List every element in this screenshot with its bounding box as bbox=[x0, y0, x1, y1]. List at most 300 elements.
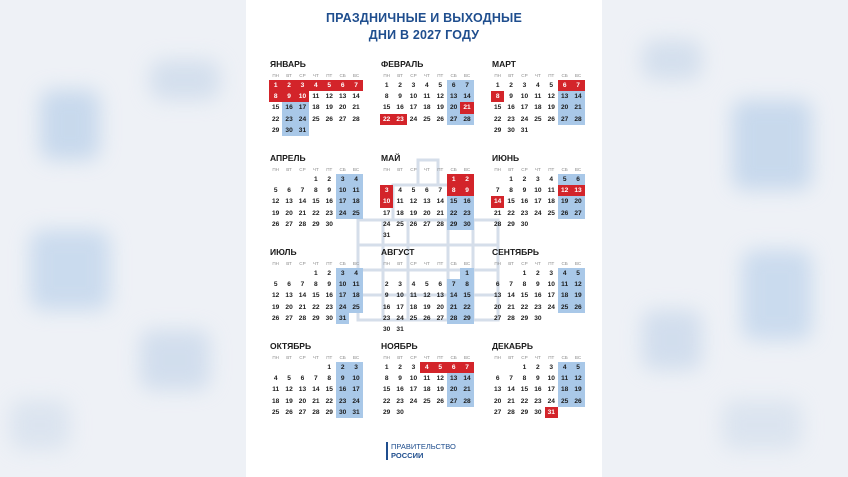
weekend-day: 6 bbox=[447, 80, 460, 91]
work-day: 9 bbox=[536, 375, 540, 383]
weekday-label: СБ bbox=[561, 166, 568, 172]
work-day: 27 bbox=[494, 408, 502, 416]
month-name: ОКТЯБРЬ bbox=[270, 341, 312, 351]
work-day: 1 bbox=[522, 364, 527, 372]
weekend-day: 24 bbox=[296, 114, 309, 125]
work-day: 26 bbox=[547, 115, 555, 123]
weekend-day: 23 bbox=[282, 114, 295, 125]
work-day: 12 bbox=[436, 93, 444, 101]
weekday-header bbox=[269, 70, 365, 80]
weekday-label: ПТ bbox=[548, 260, 555, 266]
empty-cell bbox=[296, 362, 309, 373]
empty-cell bbox=[282, 174, 295, 185]
weekday-label: ВТ bbox=[397, 166, 403, 172]
weekend-day: 10 bbox=[336, 185, 349, 196]
weekday-label: СБ bbox=[339, 166, 346, 172]
weekend-day: 3 bbox=[336, 174, 349, 185]
work-day: 15 bbox=[312, 198, 320, 206]
work-day: 9 bbox=[536, 281, 540, 289]
weekday-label: ВС bbox=[352, 354, 360, 360]
work-day: 16 bbox=[507, 104, 515, 112]
weekday-label: ПН bbox=[494, 354, 501, 360]
weekday-label: ПТ bbox=[326, 354, 333, 360]
holiday-day: 10 bbox=[380, 196, 393, 207]
work-day: 20 bbox=[423, 209, 431, 217]
weekend-day: 24 bbox=[336, 208, 349, 219]
empty-cell bbox=[269, 362, 282, 373]
work-day: 15 bbox=[507, 198, 515, 206]
empty-cell bbox=[447, 268, 460, 279]
work-day: 27 bbox=[338, 115, 347, 123]
work-day: 11 bbox=[409, 292, 417, 300]
weekend-day: 20 bbox=[571, 196, 584, 207]
month-name: АВГУСТ bbox=[381, 247, 415, 257]
work-day: 9 bbox=[384, 292, 389, 300]
work-day: 2 bbox=[327, 270, 332, 278]
work-day: 22 bbox=[507, 209, 515, 217]
work-day: 31 bbox=[383, 232, 391, 240]
weekday-label: ПТ bbox=[548, 166, 555, 172]
work-day: 8 bbox=[522, 281, 527, 289]
weekend-day: 4 bbox=[558, 362, 571, 373]
weekend-day: 14 bbox=[460, 373, 473, 384]
work-day: 2 bbox=[327, 176, 332, 184]
weekend-day: 16 bbox=[460, 196, 473, 207]
work-day: 29 bbox=[383, 408, 391, 416]
weekday-header bbox=[491, 352, 587, 362]
weekday-header bbox=[380, 352, 476, 362]
month-block bbox=[491, 152, 587, 230]
empty-cell bbox=[269, 174, 282, 185]
work-day: 9 bbox=[327, 187, 332, 195]
month-block bbox=[269, 340, 365, 418]
weekend-day: 13 bbox=[558, 91, 571, 102]
month-name: МАЙ bbox=[381, 153, 401, 163]
work-day: 5 bbox=[273, 281, 278, 289]
weekday-label: СР bbox=[299, 260, 306, 266]
work-day: 16 bbox=[396, 386, 404, 394]
work-day: 2 bbox=[522, 176, 527, 184]
weekend-day: 4 bbox=[558, 268, 571, 279]
work-day: 4 bbox=[536, 82, 540, 90]
weekend-day: 18 bbox=[558, 290, 571, 301]
work-day: 23 bbox=[325, 303, 333, 311]
weekday-label: ВТ bbox=[508, 166, 514, 172]
work-day: 17 bbox=[547, 292, 555, 300]
work-day: 30 bbox=[534, 314, 542, 322]
holiday-day: 4 bbox=[309, 80, 322, 91]
work-day: 1 bbox=[314, 176, 318, 184]
work-day: 7 bbox=[509, 375, 513, 383]
empty-cell bbox=[407, 268, 420, 279]
work-day: 14 bbox=[312, 386, 320, 394]
holiday-day: 8 bbox=[269, 91, 282, 102]
weekend-day: 21 bbox=[460, 384, 473, 395]
weekday-label: ВТ bbox=[508, 260, 514, 266]
work-day: 25 bbox=[409, 314, 418, 322]
work-day: 17 bbox=[547, 386, 555, 394]
empty-cell bbox=[407, 174, 420, 185]
weekday-header bbox=[269, 258, 365, 268]
weekday-label: ЧТ bbox=[534, 72, 541, 78]
work-day: 23 bbox=[534, 303, 542, 311]
weekday-label: ВС bbox=[463, 72, 471, 78]
work-day: 5 bbox=[425, 281, 429, 289]
work-day: 17 bbox=[520, 104, 529, 112]
weekday-label: ЧТ bbox=[312, 354, 319, 360]
work-day: 5 bbox=[287, 375, 291, 383]
calendar-poster bbox=[246, 0, 602, 477]
work-day: 12 bbox=[436, 375, 444, 383]
work-day: 15 bbox=[494, 104, 502, 112]
work-day: 24 bbox=[396, 314, 404, 322]
empty-cell bbox=[380, 174, 393, 185]
work-day: 31 bbox=[520, 126, 529, 134]
weekend-day: 28 bbox=[460, 114, 473, 125]
work-day: 28 bbox=[436, 220, 444, 228]
work-day: 11 bbox=[312, 93, 320, 101]
weekend-day: 25 bbox=[349, 302, 362, 313]
weekday-label: СБ bbox=[339, 354, 346, 360]
weekday-label: ПН bbox=[494, 260, 501, 266]
work-day: 18 bbox=[396, 209, 404, 217]
work-day: 4 bbox=[273, 375, 278, 383]
holiday-day: 3 bbox=[380, 185, 393, 196]
work-day: 10 bbox=[534, 187, 542, 195]
weekday-label: ВС bbox=[574, 166, 582, 172]
work-day: 19 bbox=[436, 386, 444, 394]
page-title bbox=[246, 10, 602, 44]
weekend-day: 15 bbox=[460, 290, 473, 301]
work-day: 18 bbox=[272, 397, 280, 405]
weekday-header bbox=[380, 164, 476, 174]
work-day: 20 bbox=[338, 104, 347, 112]
weekday-label: СБ bbox=[339, 72, 346, 78]
work-day: 19 bbox=[272, 209, 280, 217]
work-day: 27 bbox=[423, 220, 431, 228]
work-day: 30 bbox=[520, 220, 529, 228]
work-day: 5 bbox=[549, 82, 554, 90]
work-day: 21 bbox=[436, 209, 444, 217]
weekday-label: СР bbox=[521, 166, 528, 172]
empty-cell bbox=[296, 268, 309, 279]
work-day: 29 bbox=[312, 220, 320, 228]
weekday-label: ВС bbox=[352, 166, 360, 172]
work-day: 29 bbox=[272, 126, 280, 134]
weekend-day: 5 bbox=[571, 268, 584, 279]
work-day: 8 bbox=[327, 375, 332, 383]
title-line-1: ПРАЗДНИЧНЫЕ И ВЫХОДНЫЕ bbox=[325, 11, 523, 25]
work-day: 8 bbox=[314, 187, 318, 195]
work-day: 1 bbox=[384, 82, 389, 90]
work-day: 22 bbox=[272, 115, 280, 123]
work-day: 25 bbox=[423, 115, 431, 123]
days-grid bbox=[380, 80, 476, 125]
weekday-header bbox=[269, 352, 365, 362]
weekend-day: 4 bbox=[349, 174, 362, 185]
month-block bbox=[269, 152, 365, 230]
holiday-day: 3 bbox=[296, 80, 309, 91]
work-day: 12 bbox=[272, 198, 280, 206]
weekday-label: СР bbox=[410, 72, 417, 78]
holiday-day: 8 bbox=[491, 91, 504, 102]
work-day: 12 bbox=[272, 292, 280, 300]
weekday-label: ПТ bbox=[326, 260, 333, 266]
weekend-day: 15 bbox=[447, 196, 460, 207]
weekend-day: 28 bbox=[447, 313, 460, 324]
empty-cell bbox=[269, 268, 282, 279]
work-day: 8 bbox=[509, 187, 513, 195]
weekend-day: 10 bbox=[336, 279, 349, 290]
month-block bbox=[491, 246, 587, 324]
days-grid bbox=[380, 362, 476, 418]
weekday-label: ПН bbox=[272, 72, 279, 78]
work-day: 28 bbox=[507, 408, 515, 416]
holiday-day: 12 bbox=[558, 185, 571, 196]
weekday-label: ПН bbox=[272, 354, 279, 360]
work-day: 19 bbox=[409, 209, 418, 217]
work-day: 2 bbox=[536, 364, 540, 372]
work-day: 18 bbox=[534, 104, 542, 112]
work-day: 10 bbox=[547, 281, 555, 289]
weekday-label: ВТ bbox=[286, 354, 292, 360]
work-day: 23 bbox=[507, 115, 515, 123]
work-day: 3 bbox=[536, 176, 540, 184]
work-day: 6 bbox=[300, 375, 305, 383]
work-day: 4 bbox=[398, 187, 402, 195]
weekend-day: 21 bbox=[447, 302, 460, 313]
month-block bbox=[269, 58, 365, 136]
holiday-day: 8 bbox=[447, 185, 460, 196]
work-day: 18 bbox=[423, 104, 431, 112]
weekday-header bbox=[491, 164, 587, 174]
weekday-label: ЧТ bbox=[423, 72, 430, 78]
work-day: 18 bbox=[409, 303, 418, 311]
work-day: 15 bbox=[520, 292, 529, 300]
holiday-day: 4 bbox=[420, 362, 433, 373]
work-day: 15 bbox=[520, 386, 529, 394]
work-day: 26 bbox=[285, 408, 293, 416]
weekday-label: ЧТ bbox=[423, 354, 430, 360]
weekday-label: СБ bbox=[450, 260, 457, 266]
weekday-label: ПТ bbox=[437, 354, 444, 360]
work-day: 9 bbox=[398, 93, 402, 101]
work-day: 14 bbox=[352, 93, 360, 101]
empty-cell bbox=[504, 268, 517, 279]
weekend-day: 3 bbox=[349, 362, 362, 373]
weekend-day: 16 bbox=[336, 384, 349, 395]
weekend-day: 11 bbox=[558, 373, 571, 384]
work-day: 30 bbox=[325, 314, 333, 322]
weekend-day: 20 bbox=[447, 102, 460, 113]
holiday-day: 7 bbox=[349, 80, 362, 91]
weekend-day: 23 bbox=[460, 208, 473, 219]
weekend-day: 29 bbox=[447, 219, 460, 230]
work-day: 1 bbox=[314, 270, 318, 278]
work-day: 28 bbox=[494, 220, 502, 228]
weekday-label: ПН bbox=[383, 260, 390, 266]
work-day: 24 bbox=[409, 397, 418, 405]
logo-line-2: РОССИИ bbox=[391, 451, 424, 460]
work-day: 22 bbox=[325, 397, 333, 405]
work-day: 27 bbox=[298, 408, 307, 416]
blurred-background-right bbox=[602, 0, 848, 477]
work-day: 15 bbox=[383, 386, 391, 394]
work-day: 29 bbox=[494, 126, 502, 134]
work-day: 30 bbox=[507, 126, 515, 134]
work-day: 7 bbox=[300, 187, 305, 195]
work-day: 7 bbox=[509, 281, 513, 289]
empty-cell bbox=[420, 268, 433, 279]
work-day: 12 bbox=[409, 198, 418, 206]
work-day: 13 bbox=[285, 292, 293, 300]
work-day: 26 bbox=[436, 397, 444, 405]
weekend-day: 17 bbox=[336, 196, 349, 207]
work-day: 19 bbox=[436, 104, 444, 112]
holiday-day: 5 bbox=[434, 362, 447, 373]
work-day: 20 bbox=[298, 397, 307, 405]
logo-line-1: ПРАВИТЕЛЬСТВО bbox=[391, 442, 456, 451]
work-day: 2 bbox=[536, 270, 540, 278]
days-grid bbox=[269, 80, 365, 136]
weekend-day: 30 bbox=[460, 219, 473, 230]
work-day: 11 bbox=[547, 187, 555, 195]
work-day: 17 bbox=[409, 386, 418, 394]
weekday-label: СР bbox=[410, 166, 417, 172]
logo-bar bbox=[386, 442, 388, 460]
month-name: ФЕВРАЛЬ bbox=[381, 59, 424, 69]
work-day: 26 bbox=[409, 220, 418, 228]
work-day: 9 bbox=[509, 93, 513, 101]
work-day: 16 bbox=[383, 303, 391, 311]
month-block bbox=[380, 340, 476, 418]
weekend-day: 11 bbox=[349, 279, 362, 290]
weekday-label: СР bbox=[299, 166, 306, 172]
work-day: 24 bbox=[520, 115, 529, 123]
weekend-day: 3 bbox=[336, 268, 349, 279]
weekday-label: ВТ bbox=[508, 72, 514, 78]
work-day: 16 bbox=[325, 198, 333, 206]
weekday-label: ВТ bbox=[286, 260, 292, 266]
work-day: 28 bbox=[298, 220, 307, 228]
weekday-label: ПТ bbox=[548, 72, 555, 78]
weekday-label: ЧТ bbox=[534, 166, 541, 172]
month-name: СЕНТЯБРЬ bbox=[492, 247, 540, 257]
work-day: 14 bbox=[298, 292, 307, 300]
work-day: 29 bbox=[520, 314, 529, 322]
weekday-label: ПТ bbox=[437, 260, 444, 266]
weekend-day: 13 bbox=[447, 373, 460, 384]
work-day: 28 bbox=[507, 314, 515, 322]
work-day: 5 bbox=[273, 187, 278, 195]
work-day: 20 bbox=[436, 303, 444, 311]
work-day: 19 bbox=[423, 303, 431, 311]
weekend-day: 19 bbox=[571, 384, 584, 395]
work-day: 30 bbox=[534, 408, 542, 416]
work-day: 7 bbox=[314, 375, 318, 383]
work-day: 10 bbox=[409, 93, 418, 101]
work-day: 25 bbox=[423, 397, 431, 405]
work-day: 21 bbox=[494, 209, 502, 217]
work-day: 7 bbox=[495, 187, 500, 195]
empty-cell bbox=[434, 268, 447, 279]
work-day: 2 bbox=[509, 82, 513, 90]
work-day: 11 bbox=[272, 386, 280, 394]
holiday-day: 9 bbox=[460, 185, 473, 196]
work-day: 13 bbox=[338, 93, 347, 101]
days-grid bbox=[491, 80, 587, 136]
work-day: 23 bbox=[325, 209, 333, 217]
weekend-day: 25 bbox=[349, 208, 362, 219]
work-day: 2 bbox=[398, 82, 402, 90]
month-block bbox=[380, 246, 476, 335]
weekday-label: ЧТ bbox=[312, 166, 319, 172]
work-day: 25 bbox=[312, 115, 320, 123]
title-line-2: ДНИ В 2027 ГОДУ bbox=[368, 28, 480, 42]
month-block bbox=[491, 340, 587, 418]
days-grid bbox=[491, 174, 587, 230]
work-day: 25 bbox=[396, 220, 404, 228]
weekday-label: ЧТ bbox=[423, 260, 430, 266]
weekend-day: 17 bbox=[349, 384, 362, 395]
weekend-day: 14 bbox=[447, 290, 460, 301]
work-day: 19 bbox=[325, 104, 333, 112]
month-block bbox=[380, 58, 476, 125]
holiday-day: 1 bbox=[269, 80, 282, 91]
work-day: 7 bbox=[438, 187, 443, 195]
weekday-label: ВС bbox=[463, 260, 471, 266]
work-day: 23 bbox=[520, 209, 529, 217]
work-day: 4 bbox=[411, 281, 416, 289]
weekday-label: ВТ bbox=[508, 354, 514, 360]
weekend-day: 28 bbox=[460, 396, 473, 407]
days-grid bbox=[491, 362, 587, 418]
holiday-day: 14 bbox=[491, 196, 504, 207]
weekend-day: 18 bbox=[349, 290, 362, 301]
weekend-day: 25 bbox=[558, 396, 571, 407]
weekend-day: 5 bbox=[571, 362, 584, 373]
weekday-label: СР bbox=[521, 72, 528, 78]
work-day: 10 bbox=[409, 375, 418, 383]
work-day: 16 bbox=[325, 292, 333, 300]
weekday-label: ПН bbox=[494, 166, 501, 172]
weekday-label: ВС bbox=[352, 260, 360, 266]
work-day: 30 bbox=[396, 408, 404, 416]
weekend-day: 19 bbox=[558, 196, 571, 207]
work-day: 26 bbox=[423, 314, 431, 322]
weekday-label: ВС bbox=[463, 166, 471, 172]
work-day: 10 bbox=[520, 93, 529, 101]
work-day: 13 bbox=[436, 292, 444, 300]
weekend-day: 24 bbox=[349, 396, 362, 407]
work-day: 1 bbox=[327, 364, 332, 372]
work-day: 20 bbox=[494, 303, 502, 311]
weekend-day: 9 bbox=[336, 373, 349, 384]
work-day: 12 bbox=[423, 292, 431, 300]
weekday-label: ЧТ bbox=[534, 260, 541, 266]
holiday-day: 6 bbox=[336, 80, 349, 91]
work-day: 16 bbox=[534, 292, 542, 300]
work-day: 17 bbox=[383, 209, 391, 217]
weekday-label: ЧТ bbox=[534, 354, 541, 360]
work-day: 13 bbox=[285, 198, 293, 206]
work-day: 27 bbox=[285, 220, 293, 228]
work-day: 30 bbox=[325, 220, 333, 228]
days-grid bbox=[269, 174, 365, 230]
empty-cell bbox=[491, 362, 504, 373]
weekend-day: 30 bbox=[282, 125, 295, 136]
work-day: 14 bbox=[436, 198, 444, 206]
